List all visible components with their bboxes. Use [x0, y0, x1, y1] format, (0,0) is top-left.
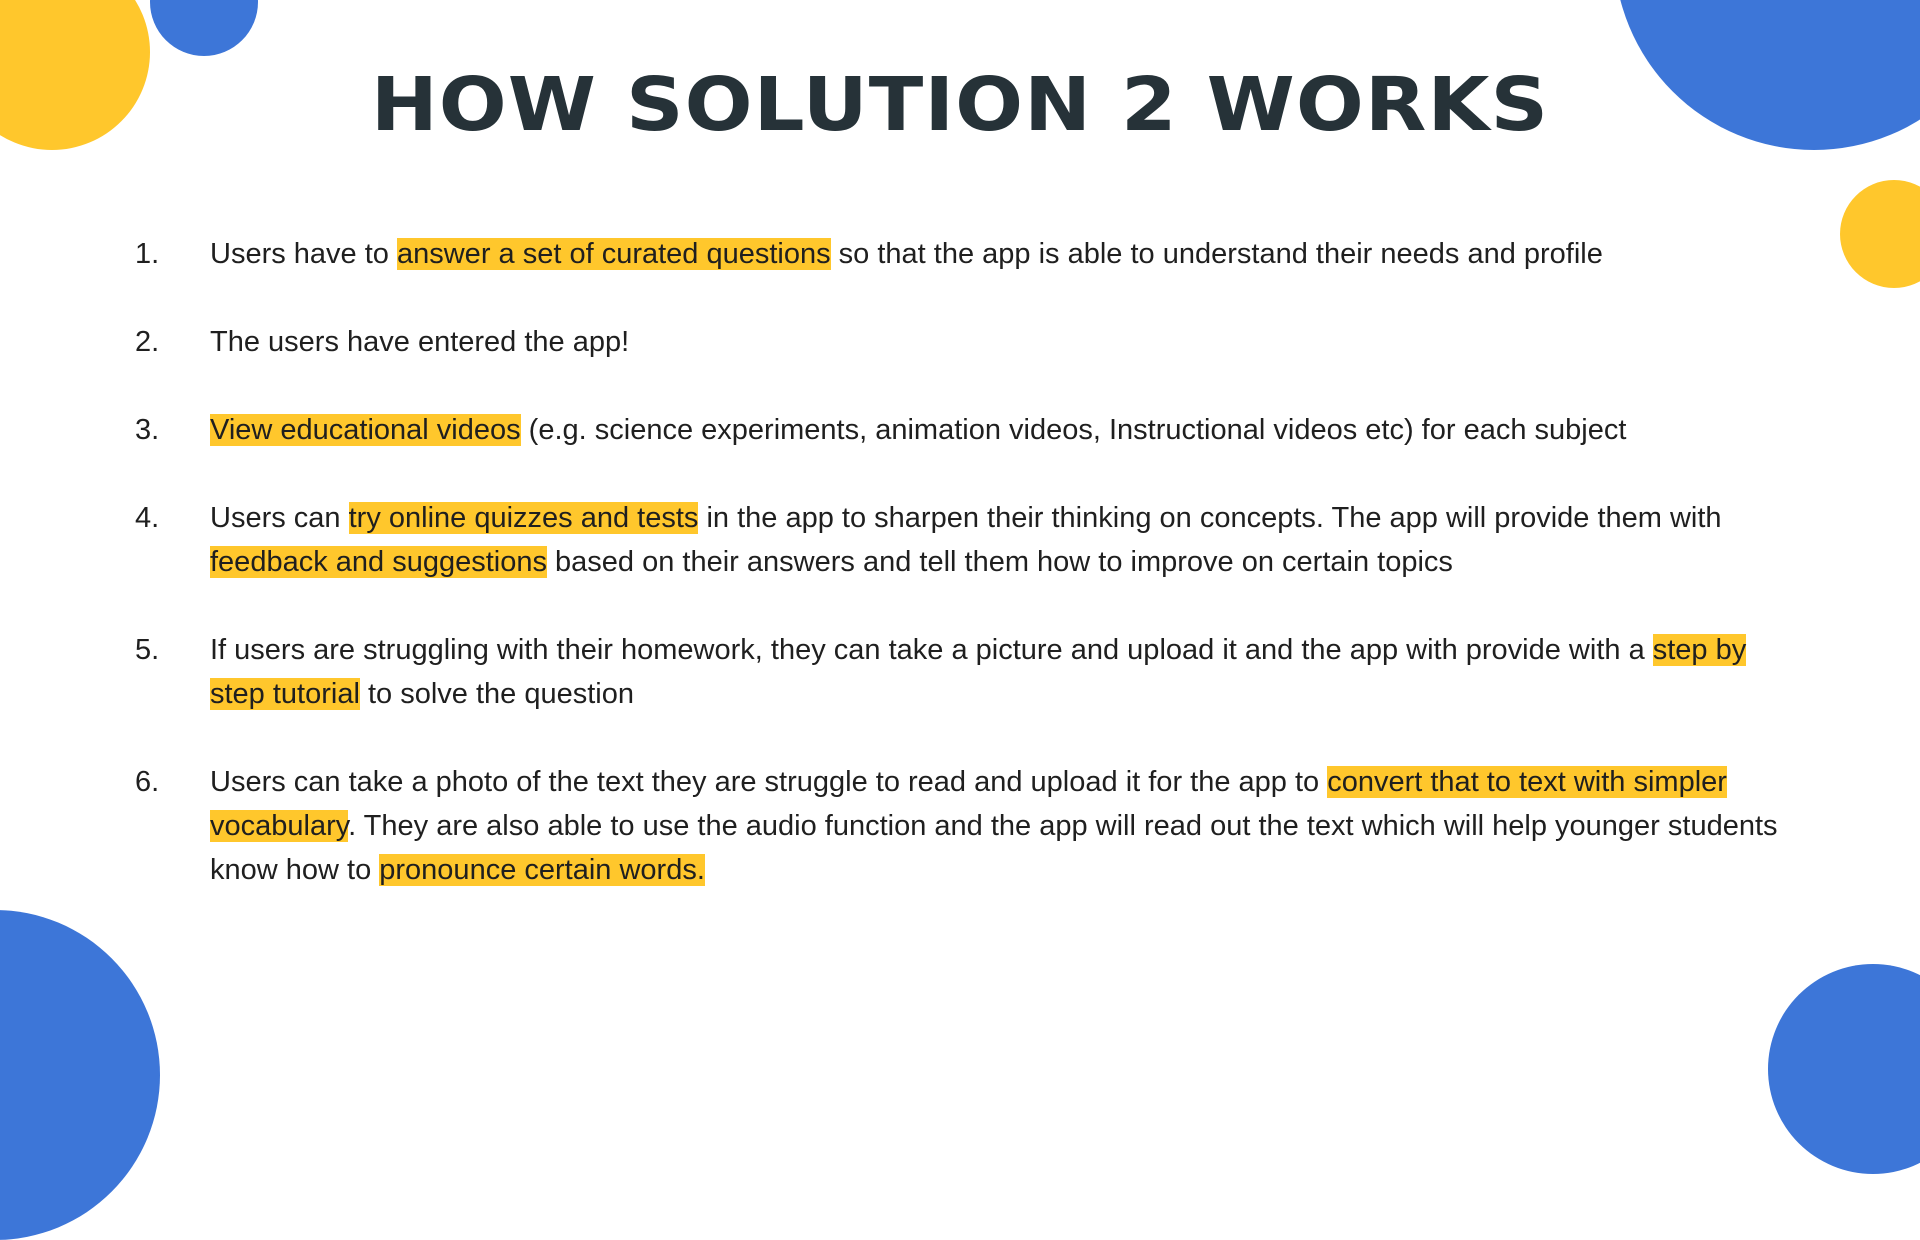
- list-item-text: Users can take a photo of the text they are struggle to read and upload it for the app to: [210, 766, 1328, 798]
- list-item-text: The users have entered the app!: [210, 326, 630, 358]
- highlighted-text: pronounce certain words.: [379, 854, 705, 886]
- decor-circle-blue-top-left: [150, 0, 258, 56]
- list-item-text: Users can: [210, 502, 349, 534]
- highlighted-text: step by step tutorial: [210, 634, 1747, 710]
- list-item-number: 6.: [135, 766, 160, 798]
- list-item-number: 2.: [135, 326, 160, 358]
- list-item-number: 1.: [135, 238, 160, 270]
- list-item-text: (e.g. science experiments, animation videos, Instructional videos etc) for each subject: [520, 414, 1627, 446]
- list-item-text: If users are struggling with their homework, they can take a picture and upload it and the app with provide with a: [210, 634, 1653, 666]
- steps-list: [135, 232, 1785, 936]
- list-item-text: to solve the question: [359, 678, 634, 710]
- highlighted-text: feedback and suggestions: [210, 546, 547, 578]
- list-item: [135, 408, 1785, 452]
- list-item-number: 5.: [135, 634, 160, 666]
- highlighted-text: View educational videos: [210, 414, 521, 446]
- list-item: [135, 320, 1785, 364]
- list-item-number: 3.: [135, 414, 160, 446]
- list-item-text: Users have to: [210, 238, 397, 270]
- decor-circle-blue-bottom-right: [1768, 964, 1920, 1174]
- list-item: [135, 760, 1785, 892]
- list-item: [135, 496, 1785, 584]
- list-item-text: in the app to sharpen their thinking on concepts. The app will provide them with: [698, 502, 1722, 534]
- list-item-number: 4.: [135, 502, 160, 534]
- list-item: [135, 232, 1785, 276]
- highlighted-text: try online quizzes and tests: [348, 502, 699, 534]
- decor-circle-yellow-right: [1840, 180, 1920, 288]
- slide-title: HOW SOLUTION 2 WORKS: [370, 62, 1550, 148]
- list-item-text: based on their answers and tell them how to improve on certain topics: [546, 546, 1453, 578]
- list-item-text: . They are also able to use the audio function and the app will read out the text which will help younger students know how to: [210, 810, 1778, 886]
- highlighted-text: convert that to text with simpler vocabulary: [210, 766, 1727, 842]
- list-item-text: so that the app is able to understand their needs and profile: [830, 238, 1603, 270]
- highlighted-text: answer a set of curated questions: [396, 238, 831, 270]
- list-item: [135, 628, 1785, 716]
- decor-circle-blue-bottom-left: [0, 910, 160, 1240]
